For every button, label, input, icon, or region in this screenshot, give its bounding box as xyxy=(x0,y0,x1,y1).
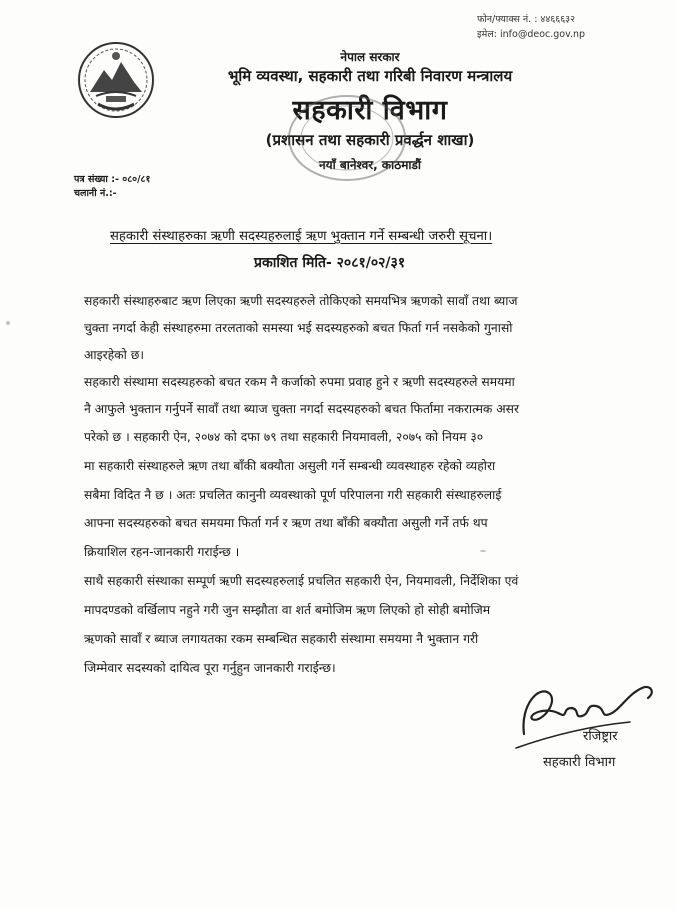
body-line: नै आफुले भुक्तान गर्नुपर्ने सावाँ तथा ब्याज चुक्ता नगर्दा सदस्यहरुको बचत फिर्तामा नकरात्मक असर xyxy=(84,402,520,416)
government-name: नेपाल सरकार xyxy=(340,50,400,64)
body-line: चुक्ता नगर्दा केही संस्थाहरुमा तरलताको समस्या भई सदस्यहरुको बचत फिर्ता गर्न नसकेको गुनासो xyxy=(84,321,513,335)
scan-speck xyxy=(480,550,486,552)
body-line: जिम्मेवार सदस्यको दायित्व पूरा गर्नुहुन जानकारी गराईन्छ। xyxy=(84,661,336,675)
body-line: परेको छ । सहकारी ऐन, २०७४ को दफा ७९ तथा सहकारी नियमावली, २०७५ को नियम ३० xyxy=(84,430,484,444)
contact-info xyxy=(477,12,585,42)
letter-number: पत्र संख्या :- ०८०/८१ xyxy=(74,174,151,185)
office-stamp xyxy=(272,92,422,184)
body-line: सहकारी संस्थामा सदस्यहरुको बचत रकम नै कर्जाको रुपमा प्रवाह हुने र ऋणी सदस्यहरुले समयमा xyxy=(84,375,515,389)
body-line: सहकारी संस्थाहरुबाट ऋण लिएका ऋणी सदस्यहरुले तोकिएको समयभित्र ऋणको सावाँ तथा ब्याज xyxy=(84,294,518,308)
signatory-title: रजिष्ट्रार xyxy=(583,729,618,744)
dispatch-number: चलानी नं.:- xyxy=(74,188,117,199)
body-line: मापदण्डको वर्खिलाप नहुने गरी जुन सम्झौता वा शर्त बमोजिम ऋण लिएको हो सोही बमोजिम xyxy=(84,603,491,617)
body-line: ऋणको सावाँ र ब्याज लगायतका रकम सम्बन्धित सहकारी संस्थामा समयमा नै भुक्तान गरी xyxy=(84,632,479,646)
published-date: प्रकाशित मिति- २०८१/०२/३१ xyxy=(254,255,406,271)
body-line: आइरहेको छ। xyxy=(84,348,144,362)
body-line: सबैमा विदित नै छ । अतः प्रचलित कानुनी व्यवस्थाको पूर्ण परिपालना गरी सहकारी संस्थाहरुलाई xyxy=(84,488,502,502)
scan-speck xyxy=(6,321,10,325)
reference-block xyxy=(74,173,150,201)
email: इमेल: info@deoc.gov.np xyxy=(477,29,586,40)
office-address: नयाँ बानेश्वर, काठमाडौं xyxy=(318,158,422,172)
notice-subject: सहकारी संस्थाहरुका ऋणी सदस्यहरुलाई ऋण भुक्तान गर्ने सम्बन्धी जरुरी सूचना। xyxy=(110,229,493,244)
department-name: सहकारी विभाग xyxy=(292,95,448,126)
body-line: क्रियाशिल रहन-जानकारी गराईन्छ । xyxy=(84,545,240,559)
phone-fax: फोन/फ्याक्स नं. : ४४६६६३२ xyxy=(477,14,576,25)
branch-name: (प्रशासन तथा सहकारी प्रवर्द्धन शाखा) xyxy=(265,131,475,149)
ministry-name: भूमि व्यवस्था, सहकारी तथा गरिबी निवारण मन्त्रालय xyxy=(227,67,513,85)
body-line: साथै सहकारी संस्थाका सम्पूर्ण ऋणी सदस्यहरुलाई प्रचलित सहकारी ऐन, नियमावली, निर्देशिका एवं xyxy=(84,574,519,588)
nepal-emblem-icon xyxy=(76,40,156,120)
body-line: आफ्ना सदस्यहरुको बचत समयमा फिर्ता गर्न र ऋण तथा बाँकी बक्यौता असुली गर्ने तर्फ थप xyxy=(84,516,488,530)
signatory-department: सहकारी विभाग xyxy=(543,755,616,770)
body-line: मा सहकारी संस्थाहरुले ऋण तथा बाँकी बक्यौता असुली गर्ने सम्बन्धी व्यवस्थाहरु रहेको व्यहोरा xyxy=(84,459,496,473)
